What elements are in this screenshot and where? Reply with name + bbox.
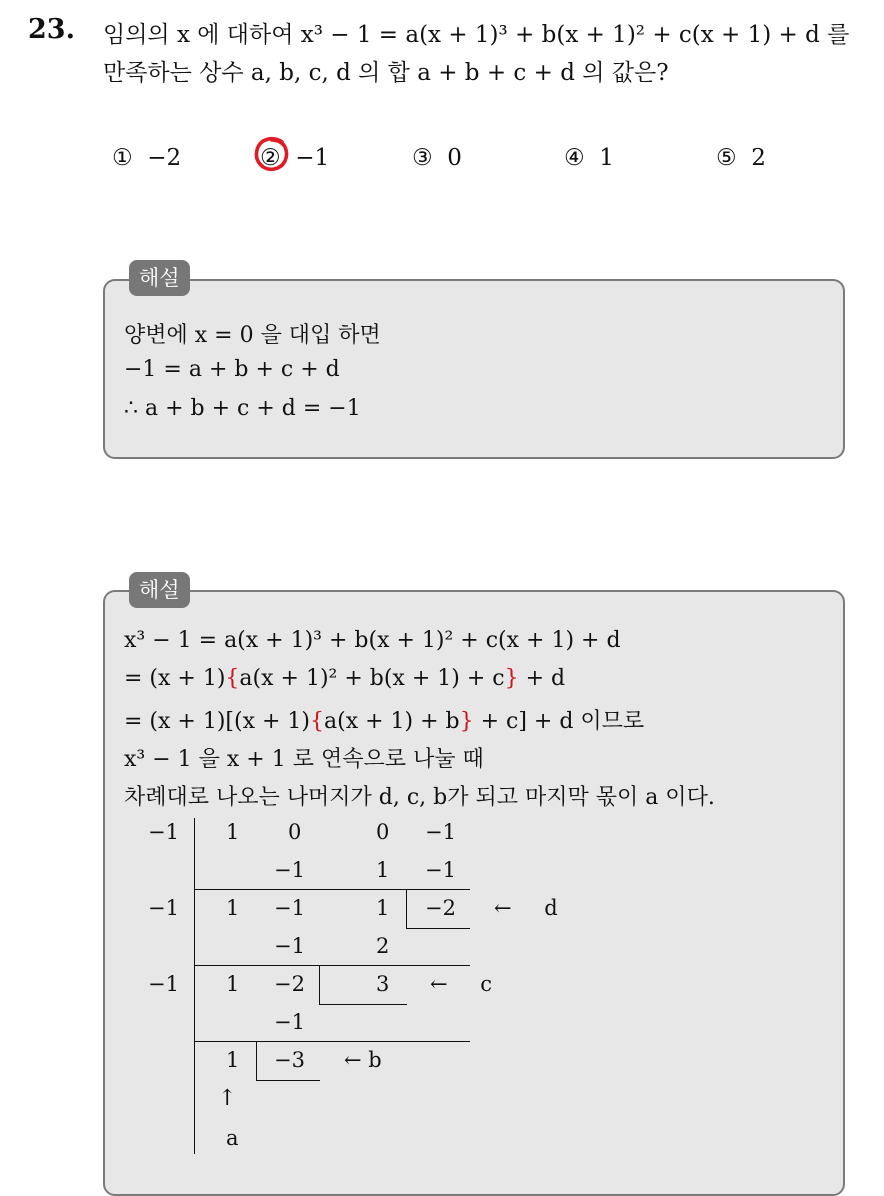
cell: −1 (274, 1010, 305, 1034)
line2-brace-open: { (225, 666, 240, 691)
cell: 1 (376, 896, 390, 920)
label-d: ← d (494, 896, 558, 920)
choice-5-number: ⑤ (716, 145, 737, 171)
solution1-tag: 해설 (129, 260, 190, 296)
solution2-line5: 차례대로 나오는 나머지가 d, c, b가 되고 마지막 몫이 a 이다. (124, 785, 715, 810)
remainder-box-c-bottom (319, 1004, 407, 1005)
cell: 1 (226, 1048, 240, 1072)
up-arrow-icon: ↑ (218, 1086, 237, 1111)
remainder-box-d-bottom (406, 928, 470, 929)
table-vertical-line (194, 818, 195, 1154)
choice-3-number: ③ (412, 145, 433, 171)
remainder-box-b-bottom (256, 1080, 320, 1081)
choice-4-value: 1 (599, 145, 614, 171)
cell: −1 (274, 858, 305, 882)
solution1-line2: −1 = a + b + c + d (124, 357, 340, 382)
cell: −1 (274, 934, 305, 958)
line3-part-e: + c] + d 이므로 (473, 709, 645, 734)
divisor-2: −1 (148, 896, 179, 920)
line2-part-c: a(x + 1)² + b(x + 1) + c (239, 666, 505, 691)
solution1-line1: 양변에 x = 0 을 대입 하면 (124, 323, 381, 348)
divider-line-2 (194, 965, 470, 966)
cell: 1 (226, 896, 240, 920)
line3-part-c: a(x + 1) + b (324, 709, 460, 734)
choice-5[interactable] (716, 145, 766, 171)
question-text-line2: 만족하는 상수 a, b, c, d 의 합 a + b + c + d 의 값은? (103, 60, 669, 86)
solution2-line4: x³ − 1 을 x + 1 로 연속으로 나눌 때 (124, 747, 484, 772)
remainder-box-d-left (406, 889, 407, 929)
divider-line-3 (194, 1041, 470, 1042)
question-number: 23. (28, 14, 75, 45)
line3-brace-close: } (459, 709, 474, 734)
cell: 1 (226, 820, 240, 844)
line3-part-a: = (x + 1)[(x + 1) (124, 709, 310, 734)
solution1-line3: ∴ a + b + c + d = −1 (124, 396, 361, 421)
solution2-tag: 해설 (129, 572, 190, 608)
cell: −1 (425, 858, 456, 882)
cell: −1 (425, 820, 456, 844)
choice-3-value: 0 (447, 145, 462, 171)
solution2-line3 (124, 704, 644, 735)
cell: 2 (376, 934, 390, 958)
answer-circle-mark (252, 134, 292, 174)
cell: −2 (274, 972, 305, 996)
line2-part-a: = (x + 1) (124, 666, 226, 691)
divider-line-1 (194, 889, 470, 890)
choice-1[interactable] (112, 145, 181, 171)
choice-2-value: −1 (295, 145, 330, 171)
choice-1-value: −2 (147, 145, 182, 171)
cell: 3 (376, 972, 390, 996)
label-c: ← c (430, 972, 493, 996)
solution2-line2 (124, 666, 565, 691)
choice-4-number: ④ (564, 145, 585, 171)
remainder-box-c-left (319, 965, 320, 1005)
line3-brace-open: { (310, 709, 324, 734)
choice-4[interactable] (564, 145, 614, 171)
label-a: a (226, 1126, 239, 1150)
divisor-1: −1 (148, 820, 179, 844)
question-text-line1: 임의의 x 에 대하여 x³ − 1 = a(x + 1)³ + b(x + 1)² + c(x + 1) + d 를 (103, 22, 850, 48)
line2-brace-close: } (504, 666, 519, 691)
divisor-3: −1 (148, 972, 179, 996)
choice-5-value: 2 (751, 145, 766, 171)
choice-1-number: ① (112, 145, 133, 171)
cell: −3 (274, 1048, 305, 1072)
cell: 1 (226, 972, 240, 996)
choice-2-number: ② (260, 145, 281, 171)
cell: 0 (288, 820, 302, 844)
cell: 0 (376, 820, 390, 844)
choice-3[interactable] (412, 145, 462, 171)
label-b: ← b (344, 1048, 382, 1072)
cell: −1 (274, 896, 305, 920)
solution2-line1: x³ − 1 = a(x + 1)³ + b(x + 1)² + c(x + 1) + d (124, 628, 621, 653)
remainder-box-b-left (256, 1041, 257, 1081)
line2-part-e: + d (518, 666, 566, 691)
cell: 1 (376, 858, 390, 882)
cell: −2 (425, 896, 456, 920)
